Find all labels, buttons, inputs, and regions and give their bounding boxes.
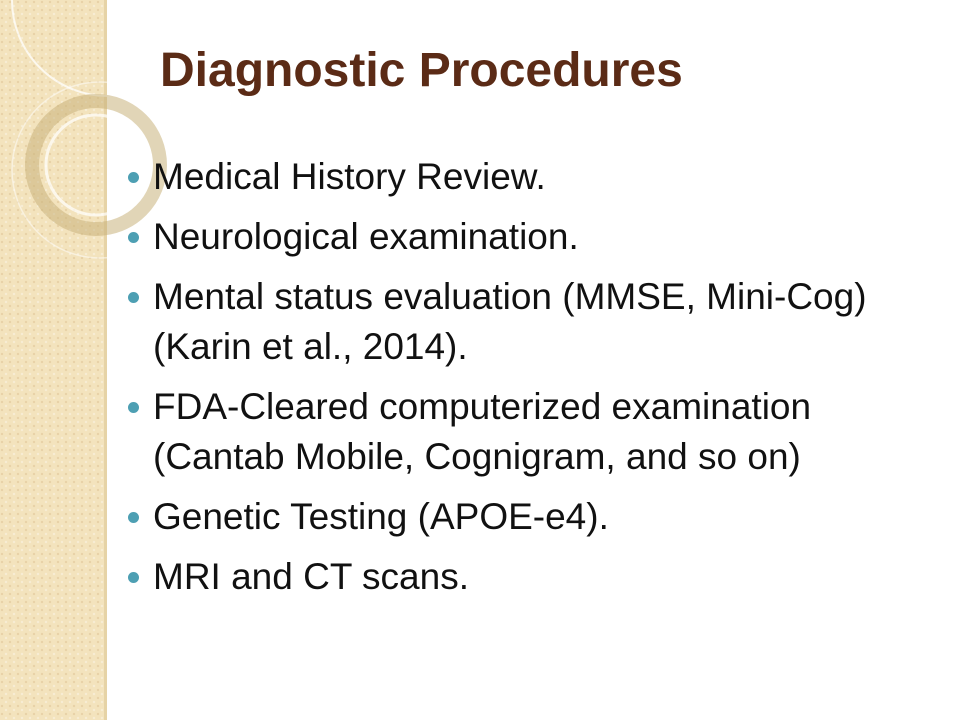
bullet-item bbox=[124, 492, 934, 542]
bullet-dot-icon bbox=[128, 512, 139, 523]
bullet-list bbox=[124, 152, 934, 612]
bullet-dot-icon bbox=[128, 292, 139, 303]
side-panel bbox=[0, 0, 106, 720]
bullet-text: Neurological examination. bbox=[153, 216, 579, 257]
bullet-text: FDA-Cleared computerized examination (Cantab Mobile, Cognigram, and so on) bbox=[153, 386, 812, 477]
bullet-text: MRI and CT scans. bbox=[153, 556, 469, 597]
bullet-dot-icon bbox=[128, 402, 139, 413]
bullet-item bbox=[124, 382, 934, 482]
bullet-item bbox=[124, 272, 934, 372]
bullet-dot-icon bbox=[128, 172, 139, 183]
bullet-dot-icon bbox=[128, 572, 139, 583]
bullet-item bbox=[124, 152, 934, 202]
bullet-text: Genetic Testing (APOE-e4). bbox=[153, 496, 609, 537]
bullet-text: Mental status evaluation (MMSE, Mini-Cog) (Karin et al., 2014). bbox=[153, 276, 867, 367]
bullet-text: Medical History Review. bbox=[153, 156, 546, 197]
bullet-item bbox=[124, 552, 934, 602]
slide-title: Diagnostic Procedures bbox=[160, 44, 683, 97]
bullet-dot-icon bbox=[128, 232, 139, 243]
side-panel-border bbox=[104, 0, 107, 720]
bullet-item bbox=[124, 212, 934, 262]
